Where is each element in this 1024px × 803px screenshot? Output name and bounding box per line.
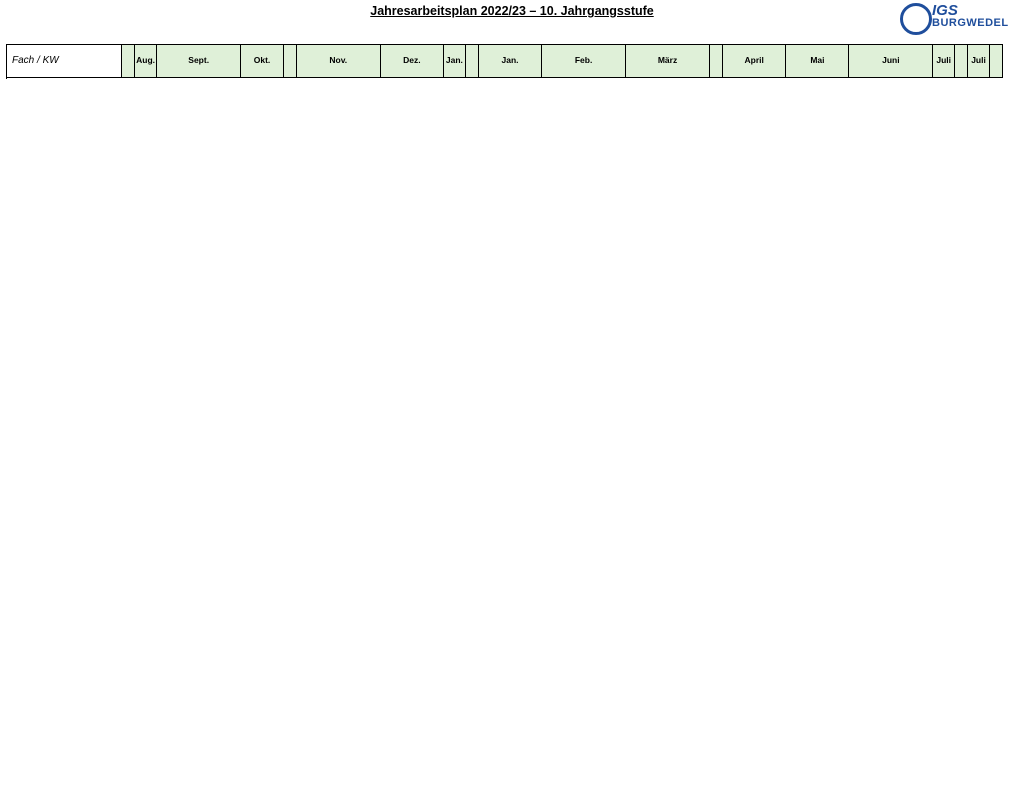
month-header-cell: Mai — [786, 45, 849, 78]
month-header-cell: März — [626, 45, 710, 78]
month-header-cell: Jan. — [478, 45, 541, 78]
month-header-spacer — [955, 45, 968, 78]
page-title: Jahresarbeitsplan 2022/23 – 10. Jahrgangsstufe — [370, 4, 654, 18]
table-corner-label: Fach / KW — [7, 45, 122, 78]
month-header-spacer — [710, 45, 723, 78]
month-header-row — [7, 45, 1024, 78]
month-header-cell: Juni — [849, 45, 933, 78]
month-header-spacer — [283, 45, 296, 78]
month-header-cell: Aug. — [135, 45, 157, 78]
month-header-cell: Jan. — [443, 45, 465, 78]
month-header-spacer — [989, 45, 1002, 78]
month-header-cell: Nov. — [296, 45, 380, 78]
month-header-cell: Dez. — [380, 45, 443, 78]
month-header-cell: Juli — [933, 45, 955, 78]
jahresarbeitsplan-table — [6, 44, 1024, 78]
logo-burgwedel-text: BURGWEDEL — [932, 17, 1009, 29]
month-header-spacer — [465, 45, 478, 78]
month-header-cell: Juli — [968, 45, 990, 78]
logo-igs-text: IGS — [932, 2, 958, 19]
month-header-cell: April — [723, 45, 786, 78]
month-header-cell: Okt. — [241, 45, 284, 78]
month-header-cell: Sept. — [157, 45, 241, 78]
igs-burgwedel-logo — [900, 2, 1010, 34]
month-header-cell: Feb. — [542, 45, 626, 78]
month-header-spacer — [121, 45, 134, 78]
logo-ring-icon — [900, 3, 932, 35]
